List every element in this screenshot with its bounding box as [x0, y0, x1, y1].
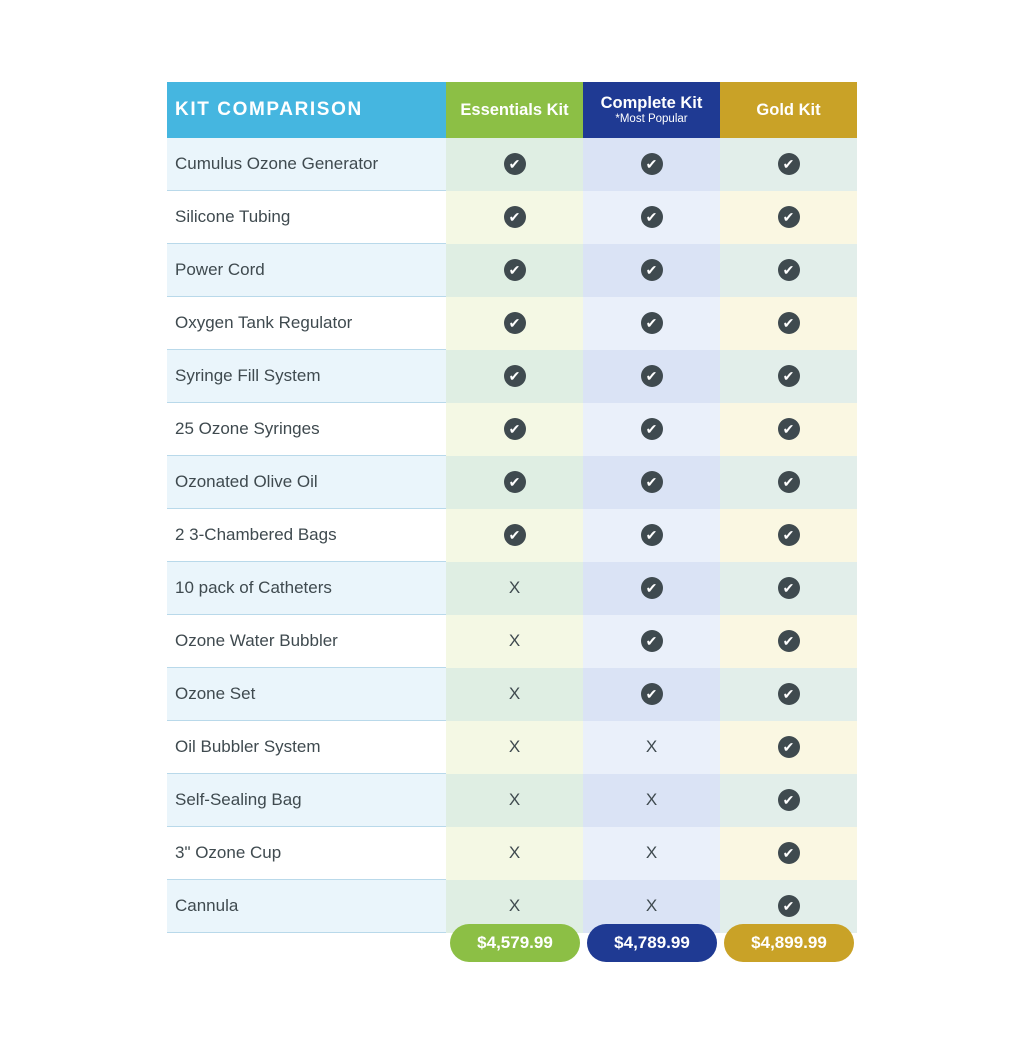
table-row	[167, 456, 857, 509]
x-icon: X	[645, 843, 658, 862]
table-row	[167, 774, 857, 827]
check-icon-gold	[720, 509, 857, 562]
check-icon: ✔	[778, 365, 800, 387]
x-icon: X	[645, 737, 658, 756]
check-icon: ✔	[504, 206, 526, 228]
check-icon: ✔	[778, 789, 800, 811]
check-icon: ✔	[778, 683, 800, 705]
table-row	[167, 244, 857, 297]
check-icon: ✔	[641, 206, 663, 228]
x-icon: X	[645, 896, 658, 915]
x-icon: X	[508, 631, 521, 650]
table-row	[167, 562, 857, 615]
check-icon-gold	[720, 297, 857, 350]
table-row	[167, 615, 857, 668]
check-icon-complete	[583, 615, 720, 668]
check-icon: ✔	[504, 312, 526, 334]
feature-label: Ozone Set	[167, 668, 446, 721]
x-icon-essentials	[446, 668, 583, 721]
feature-label: 3ʺ Ozone Cup	[167, 827, 446, 880]
check-icon: ✔	[641, 259, 663, 281]
check-icon-complete	[583, 562, 720, 615]
price-complete-button[interactable]: $4,789.99	[587, 924, 717, 962]
kit-comparison-table-wrapper	[167, 82, 857, 933]
feature-label: 10 pack of Catheters	[167, 562, 446, 615]
x-icon-essentials	[446, 721, 583, 774]
check-icon: ✔	[778, 471, 800, 493]
check-icon-gold	[720, 721, 857, 774]
kit-comparison-table	[167, 82, 857, 933]
check-icon: ✔	[778, 153, 800, 175]
feature-label: Oxygen Tank Regulator	[167, 297, 446, 350]
header-complete-label: Complete Kit	[600, 94, 703, 113]
price-essentials-button[interactable]: $4,579.99	[450, 924, 580, 962]
check-icon-complete	[583, 191, 720, 244]
feature-label: Oil Bubbler System	[167, 721, 446, 774]
x-icon-complete	[583, 827, 720, 880]
check-icon-complete	[583, 297, 720, 350]
header-gold-kit	[720, 82, 857, 138]
check-icon: ✔	[778, 577, 800, 599]
feature-label: Power Cord	[167, 244, 446, 297]
check-icon-gold	[720, 403, 857, 456]
check-icon-gold	[720, 350, 857, 403]
feature-label: Silicone Tubing	[167, 191, 446, 244]
header-complete-kit	[583, 82, 720, 138]
check-icon-gold	[720, 138, 857, 191]
check-icon-essentials	[446, 138, 583, 191]
x-icon: X	[645, 790, 658, 809]
table-row	[167, 191, 857, 244]
check-icon: ✔	[504, 259, 526, 281]
header-essentials-kit	[446, 82, 583, 138]
feature-label: Syringe Fill System	[167, 350, 446, 403]
x-icon-essentials	[446, 827, 583, 880]
check-icon-complete	[583, 668, 720, 721]
check-icon: ✔	[778, 312, 800, 334]
check-icon: ✔	[641, 683, 663, 705]
price-gold-button[interactable]: $4,899.99	[724, 924, 854, 962]
check-icon-gold	[720, 774, 857, 827]
x-icon-complete	[583, 774, 720, 827]
check-icon-complete	[583, 138, 720, 191]
check-icon: ✔	[504, 365, 526, 387]
check-icon: ✔	[641, 312, 663, 334]
check-icon-essentials	[446, 244, 583, 297]
feature-label: 2 3-Chambered Bags	[167, 509, 446, 562]
table-body	[167, 138, 857, 933]
check-icon: ✔	[641, 630, 663, 652]
table-row	[167, 297, 857, 350]
x-icon-essentials	[446, 562, 583, 615]
table-row	[167, 403, 857, 456]
x-icon: X	[508, 684, 521, 703]
check-icon-complete	[583, 509, 720, 562]
check-icon: ✔	[641, 524, 663, 546]
x-icon-essentials	[446, 774, 583, 827]
feature-label: Self-Sealing Bag	[167, 774, 446, 827]
check-icon-complete	[583, 244, 720, 297]
check-icon: ✔	[504, 418, 526, 440]
table-row	[167, 509, 857, 562]
check-icon-essentials	[446, 403, 583, 456]
x-icon: X	[508, 578, 521, 597]
table-header	[167, 82, 857, 138]
check-icon: ✔	[778, 736, 800, 758]
check-icon: ✔	[641, 418, 663, 440]
check-icon: ✔	[778, 630, 800, 652]
feature-label: Ozonated Olive Oil	[167, 456, 446, 509]
check-icon: ✔	[641, 577, 663, 599]
check-icon-complete	[583, 403, 720, 456]
header-complete-sublabel: *Most Popular	[615, 113, 688, 126]
check-icon: ✔	[778, 259, 800, 281]
check-icon: ✔	[778, 524, 800, 546]
table-row	[167, 827, 857, 880]
check-icon: ✔	[778, 842, 800, 864]
check-icon: ✔	[504, 471, 526, 493]
check-icon-gold	[720, 668, 857, 721]
x-icon: X	[508, 896, 521, 915]
check-icon-complete	[583, 456, 720, 509]
table-row	[167, 138, 857, 191]
check-icon-gold	[720, 562, 857, 615]
check-icon-essentials	[446, 297, 583, 350]
check-icon-essentials	[446, 456, 583, 509]
check-icon: ✔	[778, 418, 800, 440]
check-icon-essentials	[446, 191, 583, 244]
check-icon: ✔	[778, 895, 800, 917]
check-icon-essentials	[446, 509, 583, 562]
check-icon: ✔	[641, 471, 663, 493]
x-icon: X	[508, 790, 521, 809]
feature-label: Cannula	[167, 880, 446, 933]
x-icon-essentials	[446, 615, 583, 668]
x-icon: X	[508, 737, 521, 756]
header-essentials-label: Essentials Kit	[460, 100, 569, 119]
check-icon-gold	[720, 244, 857, 297]
feature-label: 25 Ozone Syringes	[167, 403, 446, 456]
check-icon: ✔	[778, 206, 800, 228]
x-icon: X	[508, 843, 521, 862]
check-icon-gold	[720, 827, 857, 880]
table-row	[167, 721, 857, 774]
header-gold-label: Gold Kit	[756, 100, 821, 119]
table-row	[167, 668, 857, 721]
check-icon: ✔	[504, 524, 526, 546]
header-kit-comparison: KIT COMPARISON	[167, 82, 446, 138]
check-icon: ✔	[641, 153, 663, 175]
check-icon: ✔	[641, 365, 663, 387]
x-icon-complete	[583, 721, 720, 774]
check-icon-essentials	[446, 350, 583, 403]
price-row	[167, 924, 857, 964]
feature-label: Ozone Water Bubbler	[167, 615, 446, 668]
check-icon-gold	[720, 615, 857, 668]
check-icon-gold	[720, 191, 857, 244]
feature-label: Cumulus Ozone Generator	[167, 138, 446, 191]
table-row	[167, 350, 857, 403]
table-header-row	[167, 82, 857, 138]
check-icon: ✔	[504, 153, 526, 175]
check-icon-complete	[583, 350, 720, 403]
check-icon-gold	[720, 456, 857, 509]
